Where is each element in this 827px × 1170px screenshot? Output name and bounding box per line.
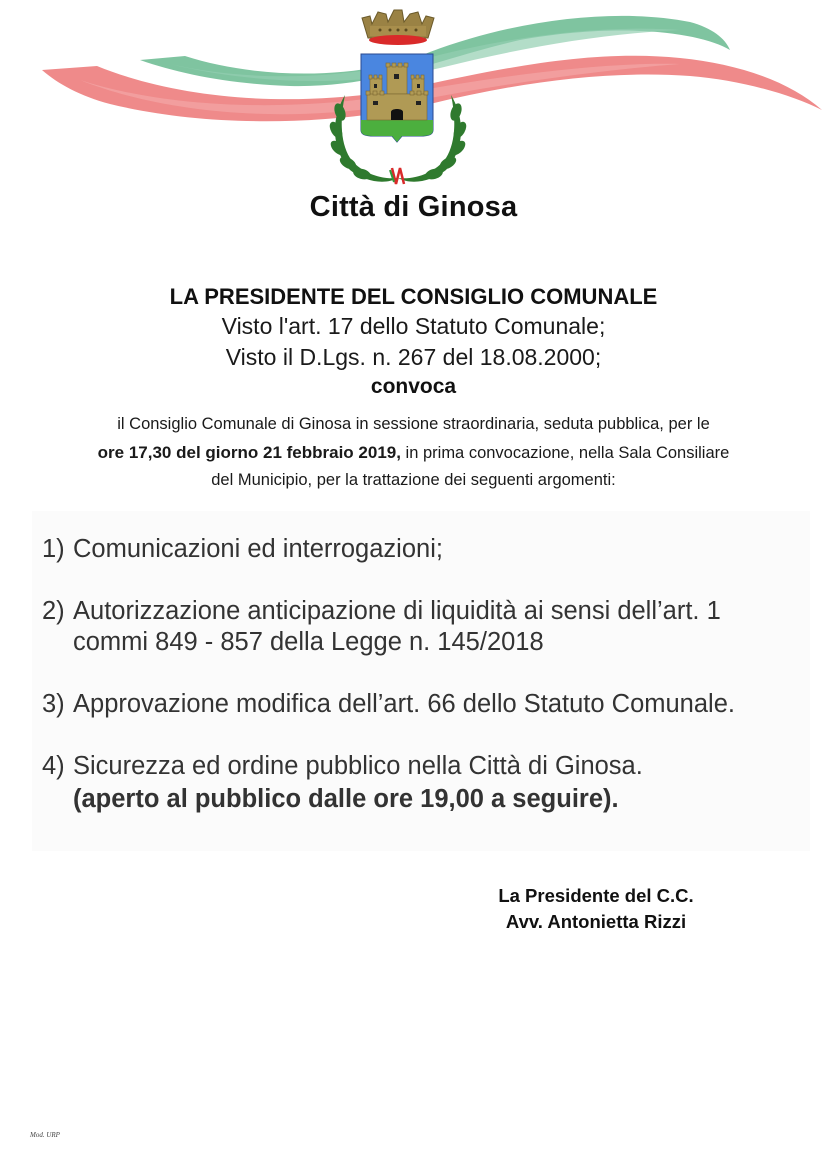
agenda-item-text: Comunicazioni ed interrogazioni; xyxy=(73,535,443,563)
visto-line-dlgs: Visto il D.Lgs. n. 267 del 18.08.2000; xyxy=(225,344,602,370)
visto-line-statuto: Visto l'art. 17 dello Statuto Comunale; xyxy=(221,313,606,339)
agenda-item-text: Approvazione modifica dell’art. 66 dello Statuto Comunale. xyxy=(73,690,735,718)
convoca-verb: convoca xyxy=(370,375,457,398)
city-name: Città di Ginosa xyxy=(309,191,518,223)
agenda-item-2-continuation: commi 849 - 857 della Legge n. 145/2018 xyxy=(73,628,544,656)
agenda-item-number: 1) xyxy=(42,535,65,563)
agenda-item-number: 3) xyxy=(42,690,65,718)
agenda-item-number: 2) xyxy=(42,597,65,625)
agenda-item-4 xyxy=(42,752,643,781)
agenda-item-text: Autorizzazione anticipazione di liquidità ai sensi dell’art. 1 xyxy=(73,597,721,625)
agenda-item-2 xyxy=(42,597,721,626)
castle-shield-icon xyxy=(361,54,433,142)
convocation-paragraph-line-1: il Consiglio Comunale di Ginosa in sessione straordinaria, seduta pubblica, per le xyxy=(117,415,710,433)
agenda-item-4-public-note: (aperto al pubblico dalle ore 19,00 a seguire). xyxy=(73,785,619,813)
agenda-item-3 xyxy=(42,690,735,719)
convocation-paragraph-line-3: del Municipio, per la trattazione dei seguenti argomenti: xyxy=(211,471,616,489)
signature-role: La Presidente del C.C. xyxy=(498,885,694,906)
crown-icon xyxy=(362,10,434,45)
signature-name: Avv. Antonietta Rizzi xyxy=(505,911,687,932)
agenda-item-text: Sicurezza ed ordine pubblico nella Città di Ginosa. xyxy=(73,752,643,780)
header-emblem-art xyxy=(0,0,827,200)
convocation-location-text: in prima convocazione, nella Sala Consiliare xyxy=(400,444,730,462)
convocation-paragraph-line-2 xyxy=(0,443,827,463)
notice-title: LA PRESIDENTE DEL CONSIGLIO COMUNALE xyxy=(169,284,658,309)
footer-mod-label: Mod. URP xyxy=(30,1131,60,1139)
agenda-item-1 xyxy=(42,535,443,564)
meeting-datetime: ore 17,30 del giorno 21 febbraio 2019, xyxy=(97,443,401,462)
agenda-item-number: 4) xyxy=(42,752,65,780)
